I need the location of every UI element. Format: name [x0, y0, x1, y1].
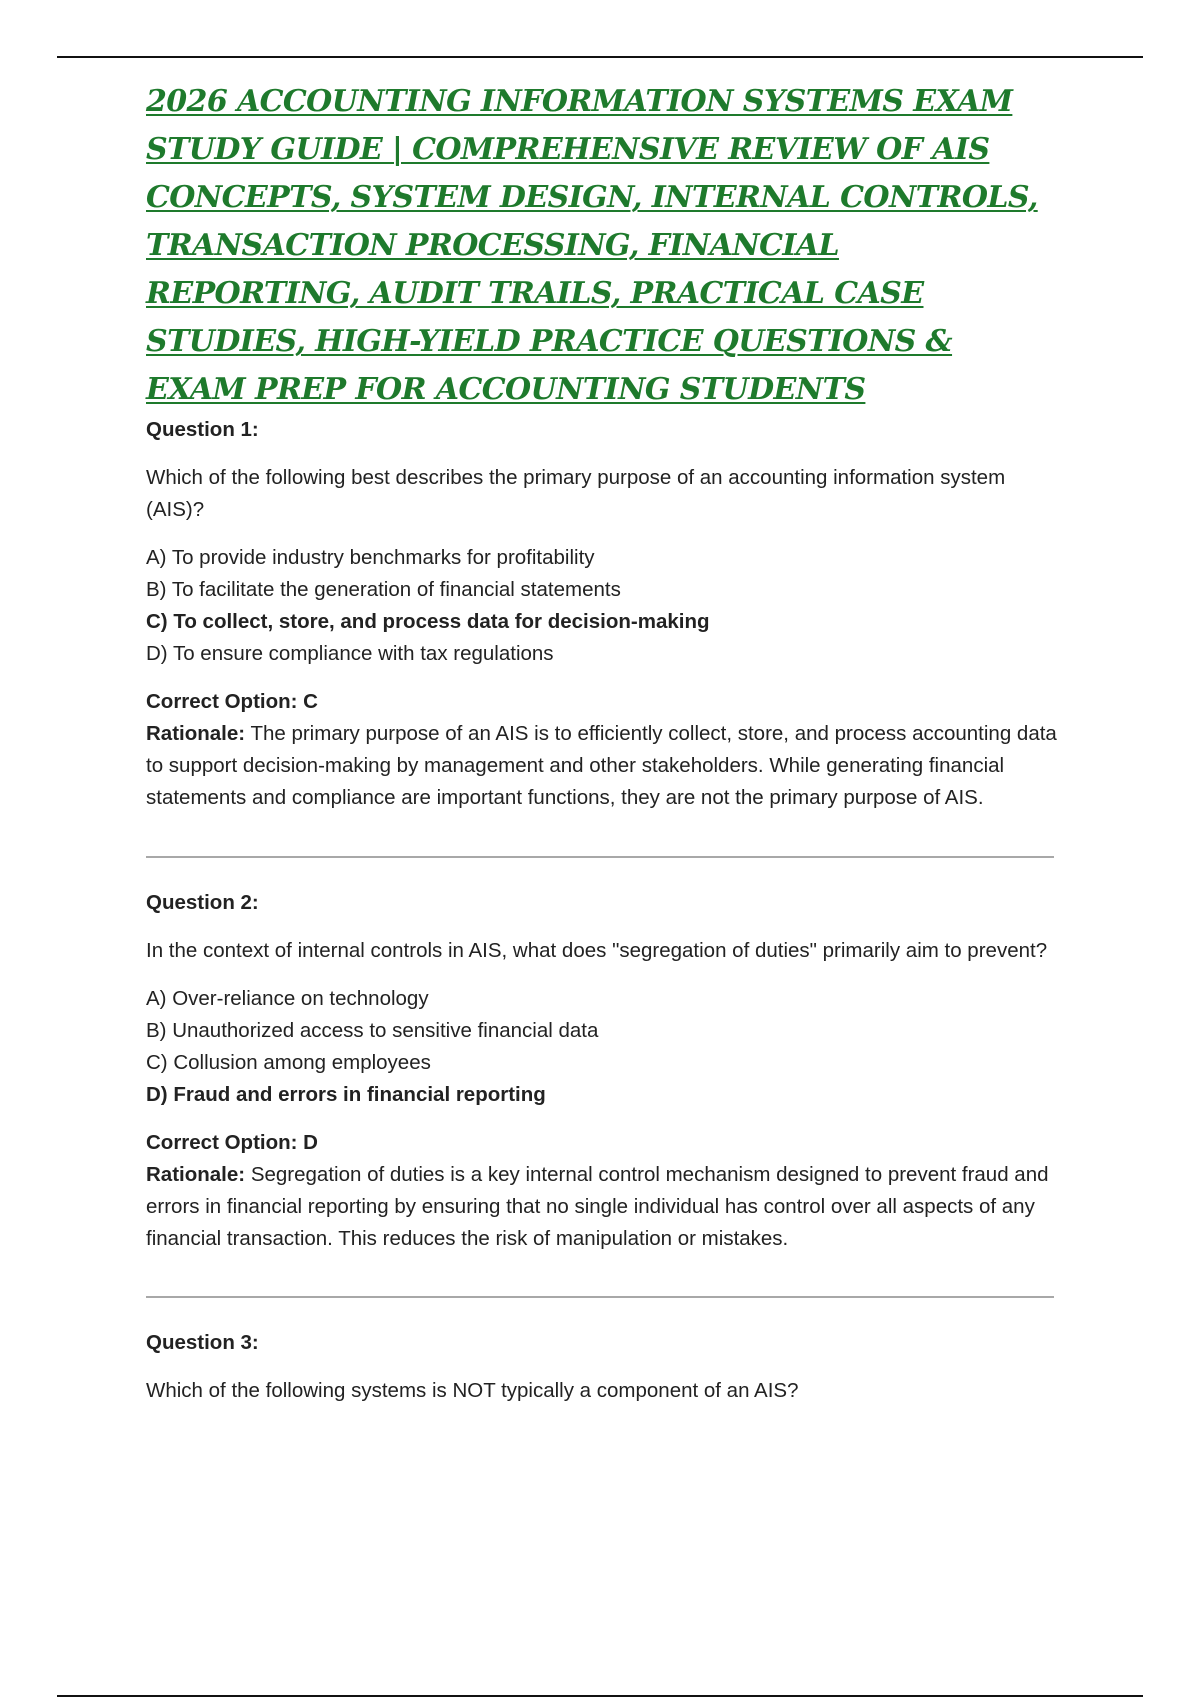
question-text: Which of the following best describes the primary purpose of an accounting information system (AIS)?: [146, 466, 1006, 521]
answer-options: [146, 542, 1061, 670]
question-2: [146, 887, 1061, 1255]
option-b: B) Unauthorized access to sensitive financial data: [146, 1019, 599, 1042]
question-3: [146, 1327, 1061, 1407]
option-c-correct: C) To collect, store, and process data for decision-making: [146, 610, 710, 633]
option-d-correct: D) Fraud and errors in financial reporting: [146, 1083, 546, 1106]
question-1: [146, 414, 1061, 814]
question-divider: [146, 1296, 1054, 1298]
question-heading: Question 1:: [146, 418, 259, 441]
option-a: A) To provide industry benchmarks for profitability: [146, 546, 595, 569]
page-bottom-rule: [57, 1695, 1143, 1697]
answer-explanation: [146, 1127, 1061, 1255]
rationale-label: Rationale:: [146, 1163, 246, 1186]
page-top-rule: [57, 56, 1143, 58]
document-body: [146, 78, 1061, 1407]
option-d: D) To ensure compliance with tax regulations: [146, 642, 554, 665]
question-text: Which of the following systems is NOT typically a component of an AIS?: [146, 1379, 799, 1402]
answer-explanation: [146, 686, 1061, 814]
option-c: C) Collusion among employees: [146, 1051, 431, 1074]
answer-options: [146, 983, 1061, 1111]
question-divider: [146, 856, 1054, 858]
option-a: A) Over-reliance on technology: [146, 987, 429, 1010]
correct-option-label: Correct Option: D: [146, 1131, 318, 1154]
question-heading: Question 2:: [146, 891, 259, 914]
rationale-text: Segregation of duties is a key internal control mechanism designed to prevent fraud and errors in financial reporting by ensuring that no single individual has control over all aspects of any financial transaction. This reduces the risk of manipulation or mistakes.: [146, 1163, 1049, 1250]
document-title: 2026 ACCOUNTING INFORMATION SYSTEMS EXAM STUDY GUIDE | COMPREHENSIVE REVIEW OF AIS CONCEPTS, SYSTEM DESIGN, INTERNAL CONTROLS, TRANSACTION PROCESSING, FINANCIAL REPORTING, AUDIT TRAILS, PRACTICAL CASE STUDIES, HIGH-YIELD PRACTICE QUESTIONS & EXAM PREP FOR ACCOUNTING STUDENTS: [146, 84, 1038, 407]
question-text: In the context of internal controls in AIS, what does "segregation of duties" primarily aim to prevent?: [146, 939, 1048, 962]
option-b: B) To facilitate the generation of financial statements: [146, 578, 621, 601]
correct-option-label: Correct Option: C: [146, 690, 318, 713]
rationale-label: Rationale:: [146, 722, 246, 745]
question-heading: Question 3:: [146, 1331, 259, 1354]
rationale-text: The primary purpose of an AIS is to efficiently collect, store, and process accounting data to support decision-making by management and other stakeholders. While generating financial statements and compliance are important functions, they are not the primary purpose of AIS.: [146, 722, 1057, 809]
